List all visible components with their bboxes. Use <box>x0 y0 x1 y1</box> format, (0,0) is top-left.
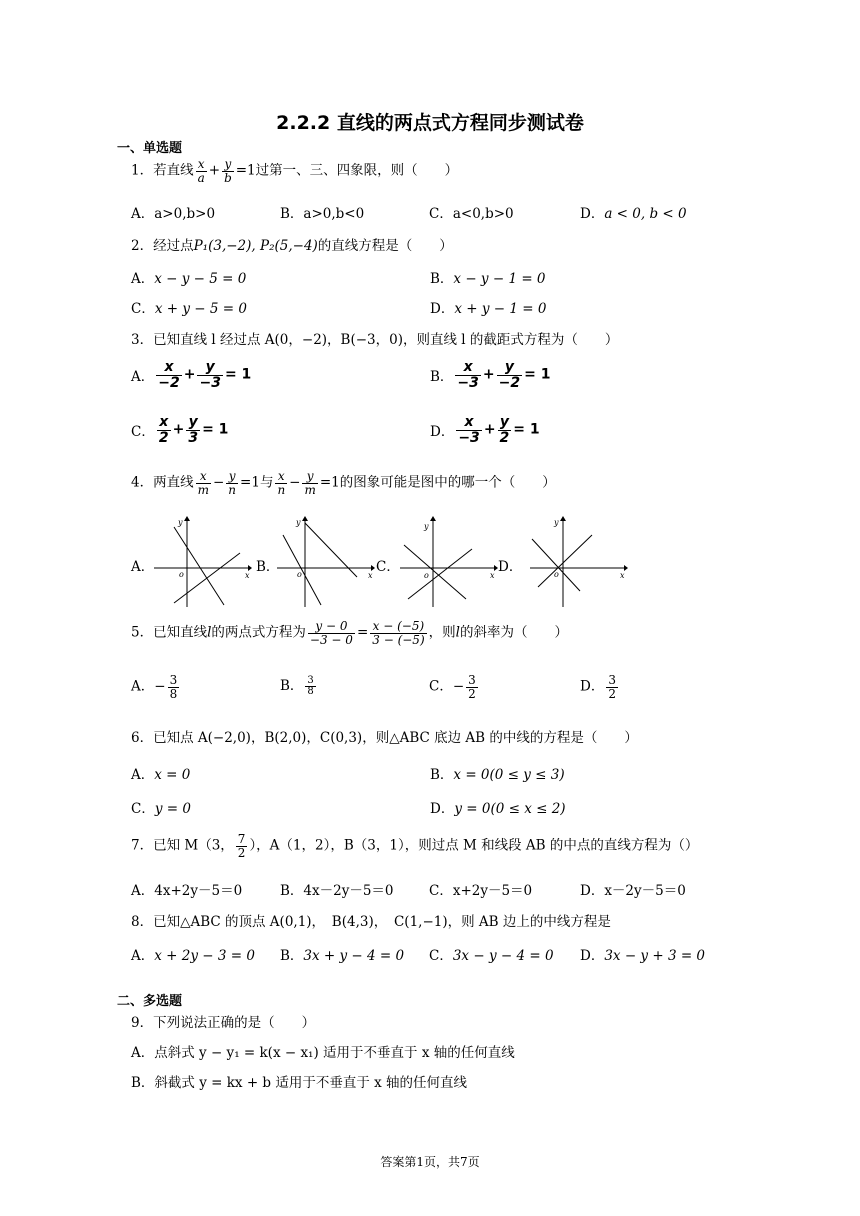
q9-option-b: B．斜截式 y = kx + b 适用于不垂直于 x 轴的任何直线 <box>131 1075 468 1091</box>
q2-option-a: A．x − y − 5 = 0 <box>131 271 247 287</box>
q6-option-d: D．y = 0(0 ≤ x ≤ 2) <box>430 801 566 817</box>
q1-option-d: D．a < 0, b < 0 <box>580 206 687 222</box>
q6-option-b: B．x = 0(0 ≤ y ≤ 3) <box>430 767 565 783</box>
q3-option-d: D． $\frac{x}{-3}$ + $\frac{y}{2}$ = 1 <box>430 414 540 446</box>
svg-text:x: x <box>245 571 250 580</box>
q1-number: 1． <box>131 162 154 179</box>
question-9: 9．下列说法正确的是（ ） <box>131 1015 316 1031</box>
question-4: 4．两直线 $\frac{x}{m}$ − $\frac{y}{n}$ =1与 $\frac{x}{n}$ − $\frac{y}{m}$ =1的图象可能是图中的哪一个（ ） <box>131 469 556 497</box>
q5-option-b: B． $\frac{3}{8}$ <box>280 674 314 697</box>
svg-text:o: o <box>297 570 302 579</box>
question-8: 8．已知△ABC 的顶点 A(0,1)， B(4,3)， C(1,−1)，则 AB 边上的中线方程是 <box>131 914 611 930</box>
q4-label-a: A． <box>131 559 155 575</box>
question-6: 6．已知点 A(−2,0)，B(2,0)，C(0,3)，则△ABC 底边 AB 的中线的方程是（ ） <box>131 730 638 746</box>
question-7: 7．已知 M（3， $\frac{7}{2}$ ），A（1，2），B（3，1），则过点 M 和线段 AB 的中点的直线方程为（） <box>131 832 699 860</box>
q4-label-b: B． <box>256 559 280 575</box>
q2-option-c: C．x + y − 5 = 0 <box>131 301 247 317</box>
section-single-choice: 一、单选题 <box>117 141 183 156</box>
q4-graph-c <box>398 515 498 610</box>
q1-frac-x: $\frac{x}{a}$ <box>197 157 205 185</box>
q4-graph-d <box>528 515 628 610</box>
page-title: 2.2.2 直线的两点式方程同步测试卷 <box>276 112 584 134</box>
q1-option-b: B．a>0,b<0 <box>280 206 365 222</box>
q8-option-d: D．3x − y + 3 = 0 <box>580 948 706 964</box>
q8-option-b: B．3x + y − 4 = 0 <box>280 948 405 964</box>
q2-option-d: D．x + y − 1 = 0 <box>430 301 547 317</box>
q7-option-d: D．x－2y－5＝0 <box>580 883 686 899</box>
q9-option-a: A．点斜式 y − y₁ = k(x − x₁) 适用于不垂直于 x 轴的任何直线 <box>131 1045 515 1061</box>
q4-graph-a <box>152 515 252 610</box>
svg-text:o: o <box>179 570 184 579</box>
q8-option-a: A．x + 2y − 3 = 0 <box>131 948 255 964</box>
q2-option-b: B．x − y − 1 = 0 <box>430 271 546 287</box>
q3-option-b: B． $\frac{x}{-3}$ + $\frac{y}{-2}$ = 1 <box>430 359 551 391</box>
svg-text:y: y <box>554 518 559 527</box>
svg-text:x: x <box>490 571 495 580</box>
q6-option-a: A．x = 0 <box>131 767 191 783</box>
q1-option-a: A．a>0,b>0 <box>131 206 216 222</box>
q1-frac-y: $\frac{y}{b}$ <box>224 157 232 185</box>
q5-option-c: C．− $\frac{3}{2}$ <box>429 673 476 701</box>
q1-post: 过第一、三、四象限，则（ ） <box>255 162 459 179</box>
q3-option-c: C． $\frac{x}{2}$ + $\frac{y}{3}$ = 1 <box>131 414 229 446</box>
svg-text:o: o <box>554 570 559 579</box>
svg-text:y: y <box>424 522 429 531</box>
question-5: 5．已知直线l的两点式方程为 $\frac{y - 0}{-3 - 0}$ = $\frac{x - (-5)}{3 - (-5)}$ ，则l的斜率为（ ） <box>131 619 568 647</box>
svg-text:y: y <box>296 518 301 527</box>
q3-option-a: A． $\frac{x}{-2}$ + $\frac{y}{-3}$ = 1 <box>131 359 252 391</box>
q7-option-b: B．4x－2y－5＝0 <box>280 883 394 899</box>
q1-pre: 若直线 <box>153 162 194 179</box>
q8-option-c: C．3x − y − 4 = 0 <box>429 948 554 964</box>
q7-option-c: C．x+2y－5＝0 <box>429 883 533 899</box>
svg-text:x: x <box>368 571 373 580</box>
q2-points: P₁(3,−2), P₂(5,−4) <box>193 238 318 254</box>
q6-option-c: C．y = 0 <box>131 801 191 817</box>
q4-graph-b <box>275 515 375 610</box>
svg-text:x: x <box>620 571 625 580</box>
page-footer: 答案第1页，共7页 <box>380 1155 480 1169</box>
question-2: 2．经过点P₁(3,−2), P₂(5,−4)的直线方程是（ ） <box>131 238 453 254</box>
q4-label-c: C． <box>376 559 400 575</box>
q5-option-a: A．− $\frac{3}{8}$ <box>131 673 178 701</box>
svg-text:y: y <box>178 518 183 527</box>
q4-label-d: D． <box>498 559 523 575</box>
svg-text:o: o <box>424 571 429 580</box>
question-3: 3．已知直线 l 经过点 A(0，−2)，B(−3，0)，则直线 l 的截距式方程为（ ） <box>131 332 619 348</box>
q1-option-c: C．a<0,b>0 <box>429 206 514 222</box>
section-multi-choice: 二、多选题 <box>117 994 183 1009</box>
question-1: 1．若直线 $\frac{x}{a}$ + $\frac{y}{b}$ =1过第一、三、四象限，则（ ） <box>131 157 459 185</box>
q5-option-d: D． $\frac{3}{2}$ <box>580 673 616 701</box>
q7-option-a: A．4x+2y－5＝0 <box>131 883 243 899</box>
